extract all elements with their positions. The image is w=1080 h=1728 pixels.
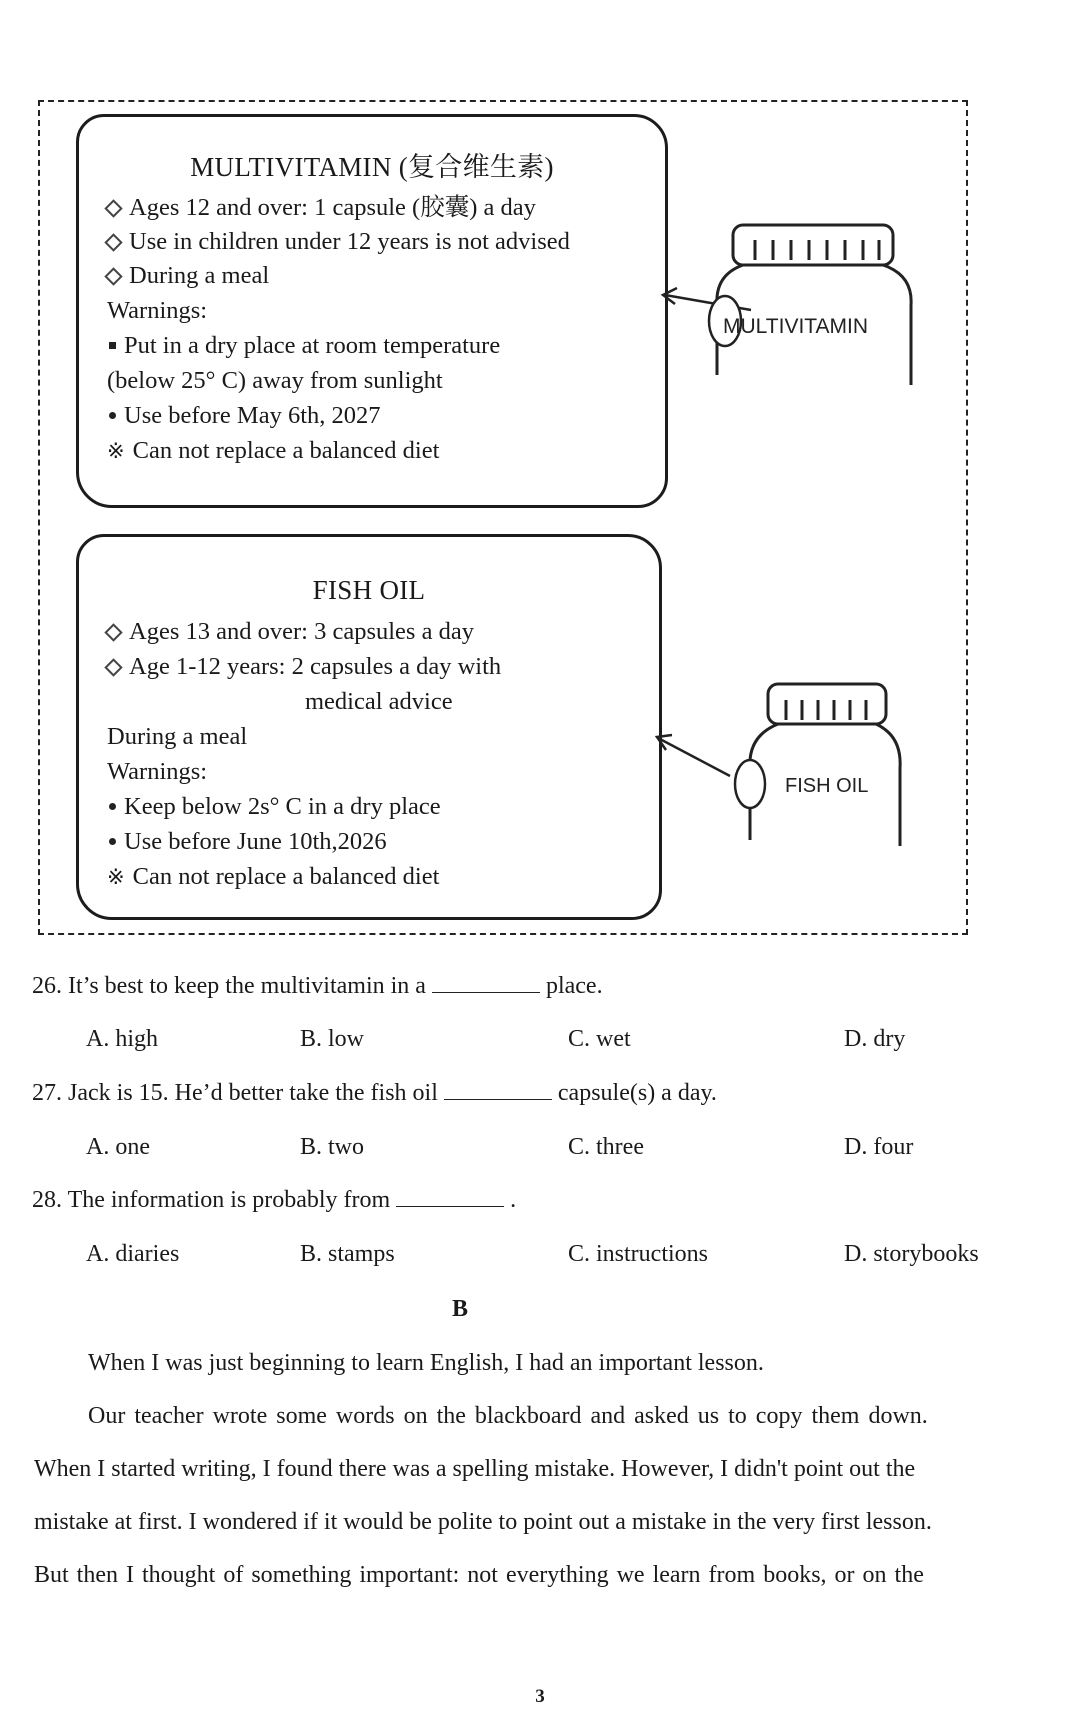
fish-oil-warnings-label: Warnings: <box>107 758 208 785</box>
multivitamin-warnings-label: Warnings: <box>107 297 208 324</box>
passage-line-1: When I was just beginning to learn English, I had an important lesson. <box>88 1350 764 1376</box>
q27-option-a: A. one <box>86 1134 150 1160</box>
reference-mark-icon: ※ <box>107 439 125 463</box>
fish-oil-label-panel <box>76 534 662 920</box>
fish-oil-bottle-label: FISH OIL <box>785 775 869 797</box>
fish-oil-title: FISH OIL <box>312 575 426 605</box>
square-bullet-icon <box>109 342 116 349</box>
multivitamin-warning-1-cont: (below 25° C) away from sunlight <box>107 367 443 394</box>
answer-blank <box>444 1079 552 1100</box>
answer-blank <box>396 1186 504 1207</box>
bottle-lid-icon <box>733 225 893 265</box>
diamond-bullet-icon <box>104 658 122 676</box>
fish-oil-bottle-illustration <box>650 670 910 860</box>
diamond-bullet-icon <box>104 199 122 217</box>
diamond-bullet-icon <box>104 233 122 251</box>
q27-option-b: B. two <box>300 1134 365 1160</box>
multivitamin-item-2: Use in children under 12 years is not advised <box>103 227 570 257</box>
q26-option-a: A. high <box>86 1026 158 1052</box>
multivitamin-bottle-label: MULTIVITAMIN <box>723 315 869 338</box>
diamond-bullet-icon <box>104 267 122 285</box>
q26-option-b: B. low <box>300 1026 365 1052</box>
diamond-bullet-icon <box>104 623 122 641</box>
q27-option-c: C. three <box>568 1134 644 1160</box>
q26-option-d: D. dry <box>844 1026 906 1052</box>
q27-option-d: D. four <box>844 1134 914 1160</box>
bottle-body-right <box>883 265 911 385</box>
multivitamin-warning-1: Put in a dry place at room temperature <box>107 331 500 361</box>
question-28: 28. The information is probably from . <box>32 1187 517 1213</box>
passage-line-2: Our teacher wrote some words on the blackboard and asked us to copy them down. <box>88 1403 928 1429</box>
question-27: 27. Jack is 15. He’d better take the fish oil capsule(s) a day. <box>32 1080 717 1106</box>
q28-option-b: B. stamps <box>300 1241 395 1267</box>
multivitamin-title: MULTIVITAMIN (复合维生素) <box>190 152 554 182</box>
bottle-body-right <box>876 724 900 846</box>
multivitamin-item-3: During a meal <box>103 261 269 291</box>
multivitamin-warning-3: ※ Can not replace a balanced diet <box>107 437 440 464</box>
dot-bullet-icon <box>109 412 116 419</box>
section-heading: B <box>452 1296 469 1322</box>
q28-option-a: A. diaries <box>86 1241 180 1267</box>
passage-line-5: But then I thought of something important: not everything we learn from books, or on the <box>34 1562 924 1588</box>
multivitamin-label-panel <box>76 114 668 508</box>
fish-oil-meal: During a meal <box>107 723 248 750</box>
multivitamin-item-1: Ages 12 and over: 1 capsule (胶囊) a day <box>103 193 536 223</box>
dot-bullet-icon <box>109 803 116 810</box>
arrow-line <box>658 738 730 776</box>
fish-oil-item-2: Age 1-12 years: 2 capsules a day with <box>103 652 501 682</box>
question-26: 26. It’s best to keep the multivitamin in a place. <box>32 973 603 999</box>
fish-oil-item-1: Ages 13 and over: 3 capsules a day <box>103 617 474 647</box>
multivitamin-bottle-illustration <box>655 210 945 400</box>
bottle-label-ring <box>735 760 765 808</box>
fish-oil-warning-2: Use before June 10th,2026 <box>107 827 387 857</box>
fish-oil-warning-3: ※ Can not replace a balanced diet <box>107 863 440 890</box>
page-number: 3 <box>535 1686 545 1707</box>
passage-line-3: When I started writing, I found there was a spelling mistake. However, I didn't point out the <box>34 1456 916 1482</box>
multivitamin-warning-2: Use before May 6th, 2027 <box>107 401 381 431</box>
fish-oil-item-2-cont: medical advice <box>305 688 453 715</box>
reference-mark-icon: ※ <box>107 865 125 889</box>
q28-option-c: C. instructions <box>568 1241 709 1267</box>
answer-blank <box>432 972 540 993</box>
dot-bullet-icon <box>109 838 116 845</box>
q28-option-d: D. storybooks <box>844 1241 979 1267</box>
passage-line-4: mistake at first. I wondered if it would be polite to point out a mistake in the very first lesson. <box>34 1509 932 1535</box>
q26-option-c: C. wet <box>568 1026 631 1052</box>
fish-oil-warning-1: Keep below 2s° C in a dry place <box>107 792 441 822</box>
